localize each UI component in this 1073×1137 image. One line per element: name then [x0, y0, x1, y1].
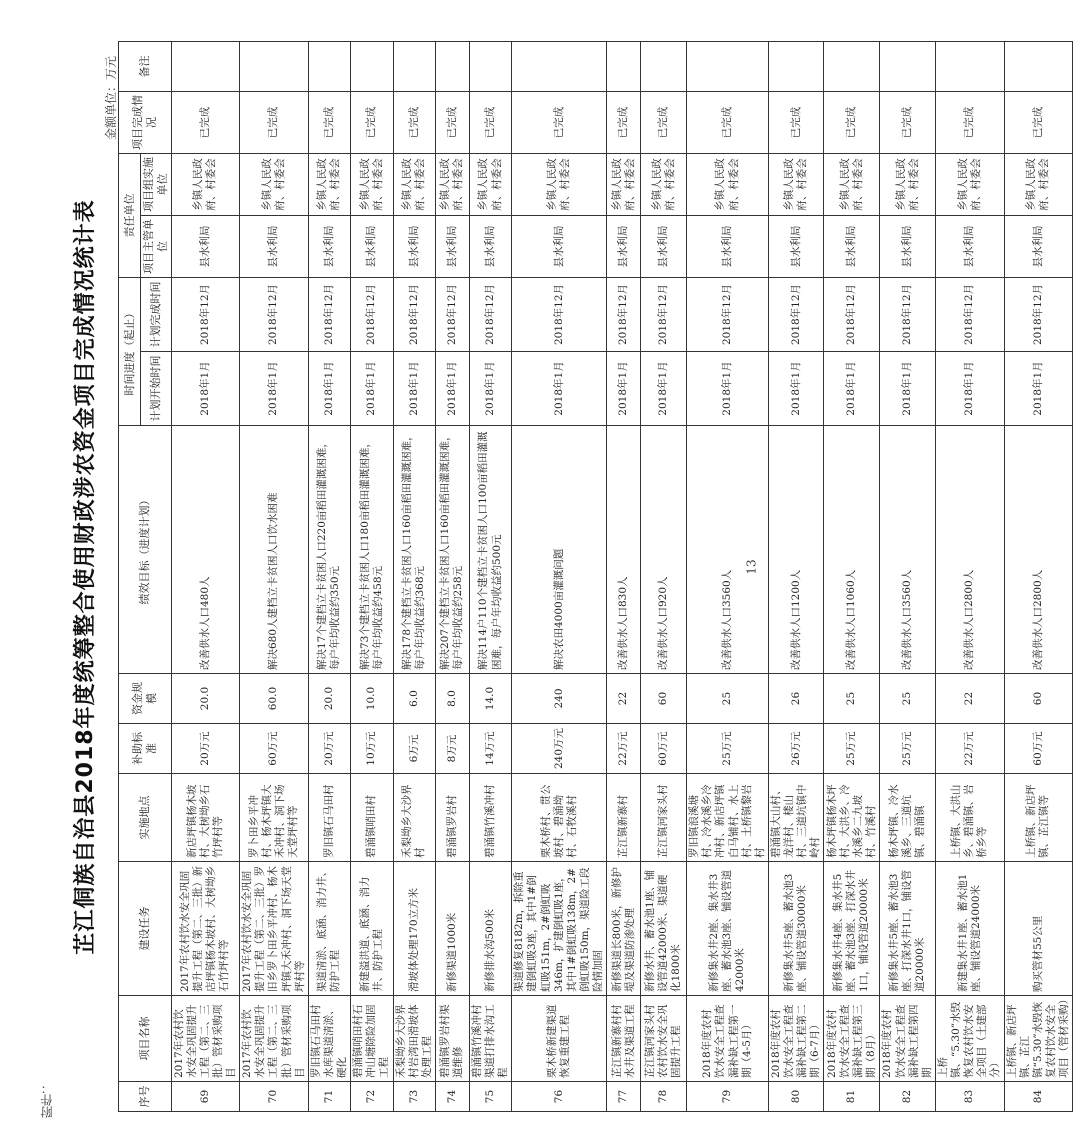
cell-remark	[512, 42, 607, 92]
cell-name: 2017年农村饮水安全巩固提升工程（第二、三批）管材采购项目	[171, 996, 240, 1082]
table-row	[393, 42, 435, 1112]
header-dept: 项目主管单位	[141, 216, 172, 278]
cell-impl: 乡镇人民政府、村委会	[641, 154, 687, 216]
cell-goal: 改善供水人口2800人	[935, 426, 1004, 674]
header-impl: 项目组实施单位	[141, 154, 172, 216]
cell-place: 杨木坪镇杨木坪村、大洪乡、冷水溪乡二九坡村、竹溪村	[824, 774, 880, 862]
cell-status: 已完成	[824, 92, 880, 154]
cell-seq: 82	[880, 1082, 936, 1112]
cell-standard: 20万元	[308, 724, 350, 774]
cell-standard: 25万元	[824, 724, 880, 774]
project-table	[118, 41, 1073, 1112]
cell-goal: 解决17个建档立卡贫困人口220亩稻田灌溉困难，每户年均收益约350元	[308, 426, 350, 674]
cell-impl: 乡镇人民政府、村委会	[308, 154, 350, 216]
cell-name: 罗旧镇石马田村水库渠道清淤、硬化	[308, 996, 350, 1082]
cell-seq: 79	[687, 1082, 769, 1112]
cell-scale: 25	[824, 674, 880, 724]
cell-seq: 83	[935, 1082, 1004, 1112]
cell-goal: 改善供水人口480人	[171, 426, 240, 674]
table-row	[171, 42, 240, 1112]
table-row	[1004, 42, 1073, 1112]
cell-dept: 县水利局	[687, 216, 769, 278]
cell-scale: 10.0	[351, 674, 393, 724]
cell-dept: 县水利局	[393, 216, 435, 278]
cell-impl: 乡镇人民政府、村委会	[687, 154, 769, 216]
cell-task: 新修集水井2座、集水井3座、蓄水池3座、铺设管道42000米	[687, 862, 769, 996]
cell-remark	[687, 42, 769, 92]
cell-scale: 60	[1004, 674, 1073, 724]
cell-end: 2018年12月	[687, 278, 769, 352]
cell-standard: 60万元	[1004, 724, 1073, 774]
table-row	[768, 42, 824, 1112]
cell-goal: 改善供水人口3560人	[687, 426, 769, 674]
table-row	[512, 42, 607, 1112]
cell-end: 2018年12月	[607, 278, 641, 352]
cell-impl: 乡镇人民政府、村委会	[935, 154, 1004, 216]
cell-start: 2018年1月	[308, 352, 350, 426]
cell-standard: 60万元	[240, 724, 309, 774]
cell-status: 已完成	[512, 92, 607, 154]
cell-name: 2018年度农村饮水安全工程查漏补缺工程第三期（8月）	[824, 996, 880, 1082]
cell-scale: 26	[768, 674, 824, 724]
cell-seq: 78	[641, 1082, 687, 1112]
cell-status: 已完成	[768, 92, 824, 154]
cell-name: 芷江镇新寨村村水井及渠道工程	[607, 996, 641, 1082]
cell-name: 2018年度农村饮水安全工程查漏补缺工程第一期（4-5月）	[687, 996, 769, 1082]
cell-remark	[240, 42, 309, 92]
cell-dept: 县水利局	[308, 216, 350, 278]
table-row	[607, 42, 641, 1112]
cell-status: 已完成	[641, 92, 687, 154]
cell-end: 2018年12月	[308, 278, 350, 352]
cell-goal: 解决73个建档立卡贫困人口180亩稻田灌溉困难，每户年均收益约458元	[351, 426, 393, 674]
cell-impl: 乡镇人民政府、村委会	[824, 154, 880, 216]
cell-standard: 25万元	[687, 724, 769, 774]
cell-end: 2018年12月	[435, 278, 469, 352]
cell-scale: 240	[512, 674, 607, 724]
cell-dept: 县水利局	[1004, 216, 1073, 278]
cell-task: 新修排水沟500米	[469, 862, 511, 996]
cell-standard: 240万元	[512, 724, 607, 774]
cell-remark	[607, 42, 641, 92]
cell-scale: 25	[880, 674, 936, 724]
header-time-group: 时间进度（起止）	[119, 278, 141, 426]
cell-name: 2018年度农村饮水安全工程查漏补缺工程第二期（6-7月）	[768, 996, 824, 1082]
cell-end: 2018年12月	[171, 278, 240, 352]
cell-seq: 74	[435, 1082, 469, 1112]
cell-place: 杨木坪镇、冷水溪乡、三道坑镇、碧涌镇	[880, 774, 936, 862]
cell-end: 2018年12月	[824, 278, 880, 352]
cell-impl: 乡镇人民政府、村委会	[768, 154, 824, 216]
cell-seq: 71	[308, 1082, 350, 1112]
page-title: 芷江侗族自治县2018年度统筹整合使用财政涉农资金项目完成情况统计表	[73, 199, 98, 955]
table-row	[351, 42, 393, 1112]
cell-goal: 改善供水人口830人	[607, 426, 641, 674]
cell-dept: 县水利局	[351, 216, 393, 278]
cell-scale: 14.0	[469, 674, 511, 724]
cell-task: 新修水井、蓄水池1座、铺设管道42000米、渠道硬化1800米	[641, 862, 687, 996]
cell-status: 已完成	[469, 92, 511, 154]
cell-impl: 乡镇人民政府、村委会	[171, 154, 240, 216]
page-number: 13	[744, 559, 759, 575]
attachment-label: 附件：	[40, 1082, 54, 1118]
cell-task: 新修渠道1000米	[435, 862, 469, 996]
cell-dept: 县水利局	[641, 216, 687, 278]
cell-place: 上桥镇、新店坪镇、芷江镇等	[1004, 774, 1073, 862]
table-row	[308, 42, 350, 1112]
cell-end: 2018年12月	[469, 278, 511, 352]
cell-end: 2018年12月	[240, 278, 309, 352]
cell-dept: 县水利局	[607, 216, 641, 278]
cell-dept: 县水利局	[935, 216, 1004, 278]
cell-task: 新建溢洪道、底涵、消力井、防护工程	[351, 862, 393, 996]
cell-start: 2018年1月	[512, 352, 607, 426]
cell-task: 新建集水井1座、蓄水池1座、铺设管道24000米	[935, 862, 1004, 996]
header-remark: 备注	[119, 42, 172, 92]
header-status: 项目完成情况	[119, 92, 172, 154]
cell-goal: 解决178个建档立卡贫困人口160亩稻田灌溉困难，每户年均收益约368元	[393, 426, 435, 674]
cell-impl: 乡镇人民政府、村委会	[880, 154, 936, 216]
cell-end: 2018年12月	[1004, 278, 1073, 352]
cell-end: 2018年12月	[880, 278, 936, 352]
cell-standard: 22万元	[607, 724, 641, 774]
cell-start: 2018年1月	[641, 352, 687, 426]
cell-place: 碧涌镇大山村、龙洋村、楼山村、三道坑镇中岭村	[768, 774, 824, 862]
cell-dept: 县水利局	[880, 216, 936, 278]
cell-dept: 县水利局	[469, 216, 511, 278]
cell-end: 2018年12月	[393, 278, 435, 352]
cell-scale: 20.0	[308, 674, 350, 724]
cell-place: 芷江镇河家头村	[641, 774, 687, 862]
cell-goal: 解决114户110个建档立卡贫困人口100亩稻田灌溉困难，每户年均收益约500元	[469, 426, 511, 674]
cell-status: 已完成	[351, 92, 393, 154]
cell-task: 渠道清淤、底涵、消力井、防护工程	[308, 862, 350, 996]
cell-place: 上桥镇、大洪山乡、碧涌镇、岩桥乡等	[935, 774, 1004, 862]
cell-name: 碧涌镇竹溪冲村渠道打排水沟工程	[469, 996, 511, 1082]
cell-goal: 改善供水人口3560人	[880, 426, 936, 674]
cell-standard: 6万元	[393, 724, 435, 774]
cell-dept: 县水利局	[768, 216, 824, 278]
cell-remark	[880, 42, 936, 92]
cell-seq: 76	[512, 1082, 607, 1112]
cell-start: 2018年1月	[768, 352, 824, 426]
cell-seq: 70	[240, 1082, 309, 1112]
header-seq: 序号	[119, 1082, 172, 1112]
cell-seq: 73	[393, 1082, 435, 1112]
cell-task: 新修集水井5座、蓄水池3座、铺设管道30000米	[768, 862, 824, 996]
cell-place: 新店坪镇杨木坡村、大树坳乡石竹坪村等	[171, 774, 240, 862]
cell-name: 2017年农村饮水安全巩固提升工程（第二、三批）管材采购项目	[240, 996, 309, 1082]
cell-start: 2018年1月	[824, 352, 880, 426]
cell-status: 已完成	[935, 92, 1004, 154]
cell-remark	[935, 42, 1004, 92]
cell-task: 新修集水井4座、集水井5座、蓄水池3座、打深水井1口，铺设管道20000米	[824, 862, 880, 996]
cell-scale: 60	[641, 674, 687, 724]
cell-impl: 乡镇人民政府、村委会	[469, 154, 511, 216]
cell-dept: 县水利局	[824, 216, 880, 278]
cell-place: 罗卜田乡平冲村、杨木坪镇大禾冲村、洞下场天堂坪村等	[240, 774, 309, 862]
cell-remark	[171, 42, 240, 92]
cell-name: 上桥镇、“5.30”水毁恢复农村饮水安全项目（土建部分）	[935, 996, 1004, 1082]
cell-goal: 改善供水人口1060人	[824, 426, 880, 674]
cell-end: 2018年12月	[512, 278, 607, 352]
cell-seq: 81	[824, 1082, 880, 1112]
cell-end: 2018年12月	[768, 278, 824, 352]
cell-name: 上桥镇、新店坪镇、芷江镇“5.30”水毁恢复农村饮水安全项目（管材采购）	[1004, 996, 1073, 1082]
cell-impl: 乡镇人民政府、村委会	[240, 154, 309, 216]
cell-place: 栗木桥村、贯公坡村、碧涌坳村、石牧溪村	[512, 774, 607, 862]
table-body	[171, 42, 1073, 1112]
cell-seq: 72	[351, 1082, 393, 1112]
cell-place: 罗旧镇浪溪塘村、冷水溪乡冷冲村、新店坪镇白马铺村、水上村、土桥镇黎岩村	[687, 774, 769, 862]
cell-scale: 20.0	[171, 674, 240, 724]
cell-status: 已完成	[607, 92, 641, 154]
cell-name: 栗木桥新建渠道恢复重建工程	[512, 996, 607, 1082]
cell-impl: 乡镇人民政府、村委会	[607, 154, 641, 216]
cell-remark	[768, 42, 824, 92]
rotated-table-page	[64, 42, 1070, 1112]
cell-goal: 解决680人建档立卡贫困人口饮水困难	[240, 426, 309, 674]
cell-task: 滑坡体处理170立方米	[393, 862, 435, 996]
cell-status: 已完成	[435, 92, 469, 154]
cell-goal: 改善供水人口1200人	[768, 426, 824, 674]
cell-status: 已完成	[1004, 92, 1073, 154]
table-row	[880, 42, 936, 1112]
cell-task: 新修渠道长800米，新修护堤及渠道防渗处理	[607, 862, 641, 996]
cell-start: 2018年1月	[935, 352, 1004, 426]
cell-remark	[308, 42, 350, 92]
cell-seq: 77	[607, 1082, 641, 1112]
cell-status: 已完成	[880, 92, 936, 154]
cell-start: 2018年1月	[880, 352, 936, 426]
cell-goal: 改善供水人口2800人	[1004, 426, 1073, 674]
cell-remark	[1004, 42, 1073, 92]
cell-impl: 乡镇人民政府、村委会	[351, 154, 393, 216]
cell-seq: 80	[768, 1082, 824, 1112]
cell-remark	[824, 42, 880, 92]
cell-standard: 14万元	[469, 724, 511, 774]
cell-task: 2017年农村饮水安全巩固提升工程（第二、三批）罗旧乡罗卜田乡平冲村、杨木坪镇大禾冲村、洞下场天堂坪村等	[240, 862, 309, 996]
cell-name: 芷江镇河家头村农村饮水安全巩固提升工程	[641, 996, 687, 1082]
table-row	[641, 42, 687, 1112]
cell-seq: 75	[469, 1082, 511, 1112]
header-standard: 补助标准	[119, 724, 172, 774]
cell-status: 已完成	[171, 92, 240, 154]
table-row	[935, 42, 1004, 1112]
cell-place: 碧涌镇罗岩村	[435, 774, 469, 862]
cell-remark	[393, 42, 435, 92]
cell-start: 2018年1月	[687, 352, 769, 426]
header-goal: 绩效目标（进度计划）	[119, 426, 172, 674]
table-row	[435, 42, 469, 1112]
cell-goal: 改善供水人口920人	[641, 426, 687, 674]
cell-scale: 8.0	[435, 674, 469, 724]
cell-goal: 解决农田4000亩灌溉问题	[512, 426, 607, 674]
cell-remark	[641, 42, 687, 92]
cell-standard: 60万元	[641, 724, 687, 774]
cell-end: 2018年12月	[641, 278, 687, 352]
cell-dept: 县水利局	[240, 216, 309, 278]
cell-name: 碧涌镇哨田村石冲山塘除险加固工程	[351, 996, 393, 1082]
header-scale: 资金规模	[119, 674, 172, 724]
cell-place: 碧涌镇竹溪冲村	[469, 774, 511, 862]
table-row	[469, 42, 511, 1112]
cell-name: 碧涌镇罗岩村渠道维修	[435, 996, 469, 1082]
header-name: 项目名称	[119, 996, 172, 1082]
cell-end: 2018年12月	[351, 278, 393, 352]
header-end: 计划完成时间	[141, 278, 172, 352]
header-resp-group: 责任单位	[119, 154, 141, 278]
cell-remark	[435, 42, 469, 92]
cell-impl: 乡镇人民政府、村委会	[435, 154, 469, 216]
cell-task: 新修集水井5座、蓄水池3座、打深水井1口，铺设管道20000米	[880, 862, 936, 996]
cell-dept: 县水利局	[435, 216, 469, 278]
cell-start: 2018年1月	[351, 352, 393, 426]
cell-seq: 69	[171, 1082, 240, 1112]
cell-task: 2017年农村饮水安全巩固提升工程（第二、三批）新店坪镇杨木坡村、大树坳乡石竹坪村等	[171, 862, 240, 996]
cell-start: 2018年1月	[393, 352, 435, 426]
cell-impl: 乡镇人民政府、村委会	[1004, 154, 1073, 216]
cell-start: 2018年1月	[171, 352, 240, 426]
cell-start: 2018年1月	[607, 352, 641, 426]
cell-dept: 县水利局	[171, 216, 240, 278]
cell-start: 2018年1月	[240, 352, 309, 426]
table-row	[824, 42, 880, 1112]
cell-impl: 乡镇人民政府、村委会	[393, 154, 435, 216]
header-task: 建设任务	[119, 862, 172, 996]
cell-goal: 解决207个建档立卡贫困人口160亩稻田灌溉困难，每户年均收益约258元	[435, 426, 469, 674]
cell-status: 已完成	[687, 92, 769, 154]
table-row	[240, 42, 309, 1112]
cell-place: 禾梨坳乡大沙界村	[393, 774, 435, 862]
cell-task: 渠道修复8182m，拆除重建倒虹吸3座，其中1#倒虹吸151m，2#倒虹吸346m，扩建倒虹吸1座，其中1#倒虹吸138m，2#倒虹吸150m，渠道险工段险情加固	[512, 862, 607, 996]
cell-standard: 8万元	[435, 724, 469, 774]
cell-scale: 22	[935, 674, 1004, 724]
cell-task: 购买管材55公里	[1004, 862, 1073, 996]
cell-impl: 乡镇人民政府、村委会	[512, 154, 607, 216]
cell-scale: 6.0	[393, 674, 435, 724]
cell-remark	[351, 42, 393, 92]
unit-label: 金额单位：万元	[104, 56, 118, 141]
cell-remark	[469, 42, 511, 92]
cell-status: 已完成	[393, 92, 435, 154]
cell-standard: 20万元	[171, 724, 240, 774]
table-row	[687, 42, 769, 1112]
cell-status: 已完成	[308, 92, 350, 154]
cell-start: 2018年1月	[469, 352, 511, 426]
cell-start: 2018年1月	[435, 352, 469, 426]
cell-start: 2018年1月	[1004, 352, 1073, 426]
header-start: 计划开始时间	[141, 352, 172, 426]
cell-scale: 22	[607, 674, 641, 724]
cell-name: 禾梨坳乡大沙界村岩湾田滑坡体处理工程	[393, 996, 435, 1082]
cell-scale: 60.0	[240, 674, 309, 724]
cell-status: 已完成	[240, 92, 309, 154]
cell-place: 碧涌镇哨田村	[351, 774, 393, 862]
cell-standard: 26万元	[768, 724, 824, 774]
cell-name: 2018年度农村饮水安全工程查漏补缺工程第四期	[880, 996, 936, 1082]
cell-dept: 县水利局	[512, 216, 607, 278]
cell-standard: 10万元	[351, 724, 393, 774]
cell-place: 芷江镇新寨村	[607, 774, 641, 862]
cell-standard: 22万元	[935, 724, 1004, 774]
cell-scale: 25	[687, 674, 769, 724]
cell-place: 罗旧镇石马田村	[308, 774, 350, 862]
cell-seq: 84	[1004, 1082, 1073, 1112]
cell-end: 2018年12月	[935, 278, 1004, 352]
header-place: 实施地点	[119, 774, 172, 862]
cell-standard: 25万元	[880, 724, 936, 774]
